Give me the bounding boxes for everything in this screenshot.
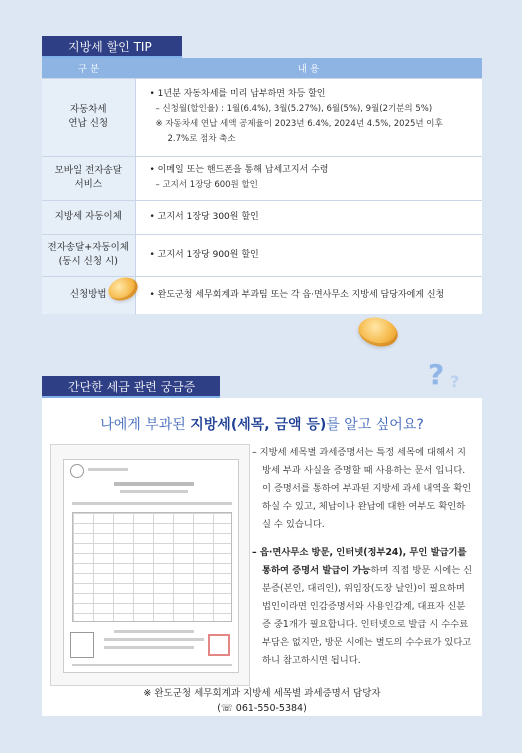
row-category: 지방세 자동이체 [42,200,135,234]
tip-section-title [42,36,182,58]
row-category: 전자송달+자동이체 (동시 신청 시) [42,234,135,276]
column-header-category: 구 분 [42,58,135,78]
table-row [42,276,482,314]
row-content: • 이메일 또는 핸드폰을 통해 납세고지서 수령 – 고지서 1장당 600원 할인 [135,156,482,200]
row-content: • 1년분 자동차세를 미리 납부하면 차등 할인 – 신청월(할인율) : 1월(6.4%), 3월(5.27%), 6월(5%), 9월(2기분의 5%) ※ 자동차세 연납 세액 공제율이 2023년 6.4%, 2024년 4.5%, 2025년 이후 2.7%로 점차 축소 [135,78,482,156]
faq-paragraph: – 읍·면사무소 방문, 인터넷(정부24), 무인 발급기를 통하여 증명서 발급이 가능하며 직접 방문 시에는 신분증(본인, 대리인), 위임장(도장 날인)이 필요하며 법인이라면 인감증명서와 사용인감계, 대표자 신분증 중1개가 필요합니다. 인터넷으로 발급 시 수수료 부담은 없지만, 방문 시에는 별도의 수수료가 있다고 하니 참고하시면 됩니다. [252,547,473,666]
row-category: 신청방법 [42,276,135,314]
table-row [42,200,482,234]
faq-section-title-text: 간단한 세금 관련 궁금증 [68,379,196,394]
coin-icon [355,313,401,350]
faq-box [42,398,482,716]
table-row [42,156,482,200]
seal-icon [70,464,84,478]
stamp-icon [208,634,230,656]
contact-info: ※ 완도군청 세무회계과 지방세 세목별 과세증명서 담당자 (☏ 061-550-5384) [143,688,381,714]
faq-paragraph: – 지방세 세목별 과세증명서는 특정 세목에 대해서 지방세 부과 사실을 증명할 때 사용하는 문서 입니다. 이 증명서를 통하여 부과된 지방세 과세 내역을 확인하실 수 있고, 체납이나 완납에 대한 여부도 확인하실 수 있습니다. [252,447,472,530]
discount-tip-table [42,58,482,314]
row-content: • 고지서 1장당 300원 할인 [135,200,482,234]
faq-heading: 나에게 부과된 지방세(세목, 금액 등)를 알고 싶어요? [100,417,424,433]
row-category: 자동차세 연납 신청 [42,78,135,156]
row-content: • 고지서 1장당 900원 할인 [135,234,482,276]
tip-section-title-text: 지방세 할인 TIP [68,39,152,54]
table-row [42,234,482,276]
row-category: 모바일 전자송달 서비스 [42,156,135,200]
row-content: • 완도군청 세무회계과 부과팀 또는 각 읍·면사무소 지방세 담당자에게 신청 [135,276,482,314]
column-header-content: 내 용 [135,58,482,78]
faq-answer [252,444,474,680]
question-mark-icon: ? [450,372,460,391]
table-row [42,78,482,156]
faq-section-title [42,376,220,398]
question-mark-icon: ? [428,358,445,391]
document-image [50,444,250,686]
